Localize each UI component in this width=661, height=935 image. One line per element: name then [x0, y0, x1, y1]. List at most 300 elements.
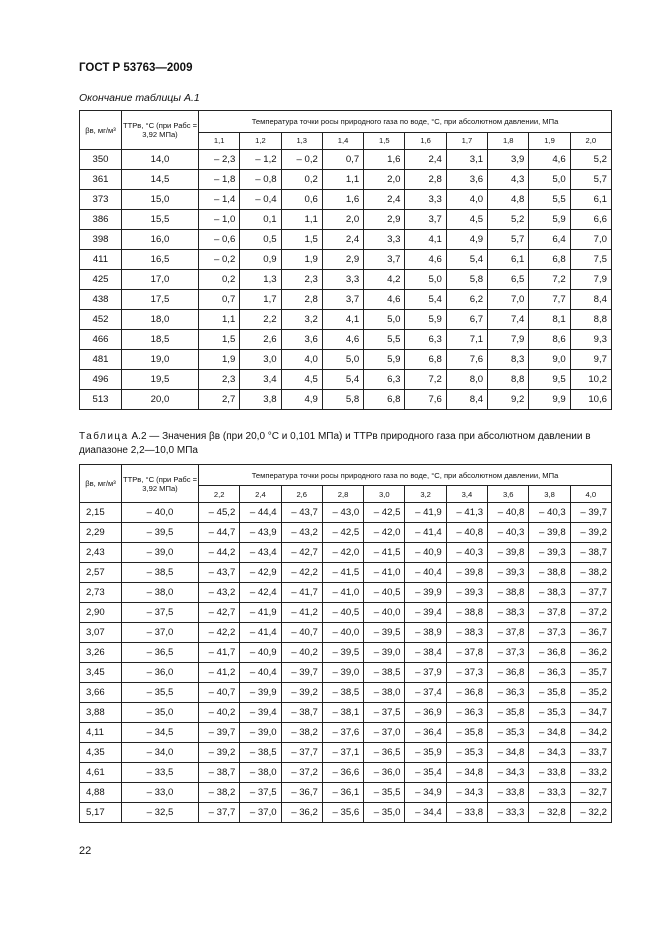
table-cell: – 33,5 — [122, 763, 199, 783]
table-cell: – 37,7 — [199, 803, 240, 823]
table-cell: 7,4 — [488, 310, 529, 330]
table-cell: 466 — [80, 330, 122, 350]
table-cell: – 34,8 — [488, 743, 529, 763]
table-cell: 3,4 — [240, 370, 281, 390]
table-cell: – 32,2 — [570, 803, 611, 823]
table-cell: – 44,2 — [199, 543, 240, 563]
table-body — [80, 503, 612, 823]
table-cell: 4,2 — [364, 270, 405, 290]
table-cell: – 1,8 — [199, 170, 240, 190]
table-cell: – 34,3 — [529, 743, 570, 763]
table-cell: 425 — [80, 270, 122, 290]
table-cell: – 38,5 — [322, 683, 363, 703]
table-cell: 0,2 — [281, 170, 322, 190]
pressure-header-cell: 1,6 — [405, 132, 446, 149]
table-a2 — [79, 464, 612, 823]
table-cell: – 41,7 — [199, 643, 240, 663]
table-cell: – 38,0 — [240, 763, 281, 783]
table-cell: 6,4 — [529, 230, 570, 250]
table-cell: 2,6 — [240, 330, 281, 350]
table-cell: 5,0 — [364, 310, 405, 330]
table-cell: – 35,4 — [405, 763, 446, 783]
table-cell: – 36,3 — [488, 683, 529, 703]
table-cell: – 36,6 — [322, 763, 363, 783]
table-cell: 3,7 — [405, 210, 446, 230]
table-cell: 3,88 — [80, 703, 122, 723]
table-cell: 5,0 — [405, 270, 446, 290]
table-cell: – 41,9 — [240, 603, 281, 623]
table-cell: 4,35 — [80, 743, 122, 763]
pressure-header-cell: 2,4 — [240, 486, 281, 503]
table-cell: – 40,8 — [446, 523, 487, 543]
table-cell: – 36,3 — [529, 663, 570, 683]
table-cell: 7,2 — [529, 270, 570, 290]
table-cell: 5,9 — [364, 350, 405, 370]
table-cell: – 41,0 — [322, 583, 363, 603]
table-cell: 7,0 — [488, 290, 529, 310]
table-cell: – 39,4 — [405, 603, 446, 623]
table-cell: – 37,7 — [570, 583, 611, 603]
table-cell: – 39,0 — [240, 723, 281, 743]
table-cell: 3,45 — [80, 663, 122, 683]
table-row — [80, 743, 612, 763]
table-cell: 5,8 — [446, 270, 487, 290]
table-cell: 5,7 — [488, 230, 529, 250]
table-cell: – 37,3 — [446, 663, 487, 683]
table-cell: 8,1 — [529, 310, 570, 330]
table-row — [80, 703, 612, 723]
table-cell: – 38,2 — [570, 563, 611, 583]
table-row — [80, 623, 612, 643]
table-cell: 7,9 — [570, 270, 611, 290]
table-cell: – 39,4 — [240, 703, 281, 723]
table-cell: – 34,3 — [488, 763, 529, 783]
table-cell: 7,0 — [570, 230, 611, 250]
caption-text: А.2 — Значения βв (при 20,0 °С и 0,101 МПа) и ТТРв природного газа при абсолютном давлении в диапазоне 2,2—10,0 МПа — [79, 431, 591, 456]
table-cell: – 43,7 — [281, 503, 322, 523]
table-cell: – 40,7 — [281, 623, 322, 643]
table-cell: – 36,5 — [364, 743, 405, 763]
table-cell: – 34,3 — [446, 783, 487, 803]
table-cell: – 38,3 — [488, 603, 529, 623]
table-cell: – 35,6 — [322, 803, 363, 823]
table-cell: – 37,5 — [240, 783, 281, 803]
group-header-pressure: Температура точки росы природного газа по воде, °С, при абсолютном давлении, МПа — [199, 111, 612, 133]
table-cell: 2,8 — [281, 290, 322, 310]
table-cell: 6,8 — [364, 390, 405, 410]
table-cell: 1,1 — [281, 210, 322, 230]
table-cell: – 42,2 — [199, 623, 240, 643]
table-cell: 3,8 — [240, 390, 281, 410]
table-cell: 8,6 — [529, 330, 570, 350]
table-cell: – 37,3 — [488, 643, 529, 663]
table-cell: 3,3 — [405, 190, 446, 210]
col-header-beta: βв, мг/м³ — [80, 465, 122, 503]
table-cell: 5,4 — [446, 250, 487, 270]
table-cell: – 36,3 — [446, 703, 487, 723]
table-cell: – 40,2 — [281, 643, 322, 663]
table-cell: – 2,3 — [199, 150, 240, 170]
table-cell: 16,5 — [122, 250, 199, 270]
table-cell: – 37,4 — [405, 683, 446, 703]
table-cell: 2,73 — [80, 583, 122, 603]
table-cell: 0,7 — [322, 150, 363, 170]
table-cell: 10,6 — [570, 390, 611, 410]
table-cell: 4,3 — [488, 170, 529, 190]
table-cell: 17,5 — [122, 290, 199, 310]
table-cell: – 38,4 — [405, 643, 446, 663]
table-cell: – 44,4 — [240, 503, 281, 523]
table-cell: 2,0 — [364, 170, 405, 190]
table-cell: – 42,0 — [364, 523, 405, 543]
table-cell: 373 — [80, 190, 122, 210]
table-cell: 1,6 — [322, 190, 363, 210]
table-cell: – 40,0 — [364, 603, 405, 623]
table-row — [80, 683, 612, 703]
table-cell: 481 — [80, 350, 122, 370]
table-cell: – 35,9 — [405, 743, 446, 763]
table-cell: 452 — [80, 310, 122, 330]
table-cell: – 39,2 — [199, 743, 240, 763]
table-cell: 3,7 — [322, 290, 363, 310]
caption-label: Таблица — [79, 431, 129, 442]
table-body — [80, 150, 612, 410]
table-row — [80, 350, 612, 370]
table-cell: – 36,8 — [529, 643, 570, 663]
table-cell: 5,5 — [364, 330, 405, 350]
table-cell: – 41,9 — [405, 503, 446, 523]
table-cell: 15,5 — [122, 210, 199, 230]
table-cell: – 41,5 — [322, 563, 363, 583]
table-cell: – 38,0 — [364, 683, 405, 703]
table-cell: – 42,7 — [281, 543, 322, 563]
table-row — [80, 503, 612, 523]
group-header-pressure: Температура точки росы природного газа по воде, °С, при абсолютном давлении, МПа — [199, 465, 612, 486]
table-cell: 3,07 — [80, 623, 122, 643]
table-cell: 3,7 — [364, 250, 405, 270]
table-cell: 6,6 — [570, 210, 611, 230]
table-row — [80, 370, 612, 390]
table-cell: – 39,3 — [446, 583, 487, 603]
table-cell: – 39,8 — [488, 543, 529, 563]
table-cell: 4,6 — [529, 150, 570, 170]
table-cell: – 37,2 — [570, 603, 611, 623]
pressure-header-cell: 4,0 — [570, 486, 611, 503]
table-cell: – 34,8 — [446, 763, 487, 783]
table-cell: – 36,0 — [364, 763, 405, 783]
table-cell: 9,3 — [570, 330, 611, 350]
table-cell: 6,1 — [570, 190, 611, 210]
pressure-header-cell: 3,4 — [446, 486, 487, 503]
table-cell: – 35,2 — [570, 683, 611, 703]
table-cell: – 38,5 — [122, 563, 199, 583]
table-cell: – 43,2 — [199, 583, 240, 603]
table-cell: – 40,3 — [488, 523, 529, 543]
table-cell: – 38,2 — [281, 723, 322, 743]
table-cell: 5,5 — [529, 190, 570, 210]
table-cell: 4,5 — [446, 210, 487, 230]
table-cell: – 42,5 — [364, 503, 405, 523]
table-cell: 8,4 — [570, 290, 611, 310]
table-cell: – 44,7 — [199, 523, 240, 543]
table-cell: 1,1 — [199, 310, 240, 330]
table-cell: 2,57 — [80, 563, 122, 583]
table-cell: 4,8 — [488, 190, 529, 210]
table-cell: 0,1 — [240, 210, 281, 230]
table-cell: – 40,8 — [488, 503, 529, 523]
table-cell: 6,8 — [405, 350, 446, 370]
table-cell: – 40,0 — [122, 503, 199, 523]
table-cell: 6,3 — [405, 330, 446, 350]
table-row — [80, 170, 612, 190]
table-cell: 2,15 — [80, 503, 122, 523]
table-cell: – 38,5 — [240, 743, 281, 763]
table-cell: – 37,5 — [364, 703, 405, 723]
table-cell: 4,0 — [446, 190, 487, 210]
table-cell: 8,4 — [446, 390, 487, 410]
table-cell: – 37,7 — [281, 743, 322, 763]
table-cell: 2,29 — [80, 523, 122, 543]
table-cell: – 39,5 — [122, 523, 199, 543]
table-cell: 1,9 — [281, 250, 322, 270]
table-row — [80, 803, 612, 823]
table-cell: 9,7 — [570, 350, 611, 370]
table-cell: – 37,0 — [364, 723, 405, 743]
table-cell: – 38,5 — [364, 663, 405, 683]
table-cell: – 36,7 — [570, 623, 611, 643]
table-cell: – 37,8 — [529, 603, 570, 623]
table-row — [80, 250, 612, 270]
table-cell: – 37,2 — [281, 763, 322, 783]
table-cell: – 35,3 — [446, 743, 487, 763]
table-cell: 2,2 — [240, 310, 281, 330]
table-cell: – 1,0 — [199, 210, 240, 230]
table-cell: 2,43 — [80, 543, 122, 563]
table-row — [80, 270, 612, 290]
table-cell: 7,7 — [529, 290, 570, 310]
table-cell: 7,6 — [405, 390, 446, 410]
table-row — [80, 603, 612, 623]
table-cell: – 40,5 — [364, 583, 405, 603]
table-cell: – 42,9 — [240, 563, 281, 583]
table-cell: – 36,8 — [446, 683, 487, 703]
table-cell: 7,9 — [488, 330, 529, 350]
table-cell: – 40,0 — [322, 623, 363, 643]
table-cell: 0,7 — [199, 290, 240, 310]
table-cell: 9,2 — [488, 390, 529, 410]
pressure-header-cell: 2,2 — [199, 486, 240, 503]
table-cell: – 37,8 — [488, 623, 529, 643]
table-cell: – 35,0 — [364, 803, 405, 823]
table-cell: 2,8 — [405, 170, 446, 190]
table-cell: – 41,7 — [281, 583, 322, 603]
table-cell: 2,3 — [281, 270, 322, 290]
table-cell: – 41,5 — [364, 543, 405, 563]
table-cell: 1,5 — [199, 330, 240, 350]
table-cell: – 33,2 — [570, 763, 611, 783]
table-cell: – 39,9 — [405, 583, 446, 603]
table-cell: 6,3 — [364, 370, 405, 390]
table-cell: – 45,2 — [199, 503, 240, 523]
table-cell: – 37,8 — [446, 643, 487, 663]
table-cell: – 33,0 — [122, 783, 199, 803]
table-cell: – 38,9 — [405, 623, 446, 643]
table-cell: – 39,8 — [446, 563, 487, 583]
table-cell: 2,7 — [199, 390, 240, 410]
table-cell: 1,5 — [281, 230, 322, 250]
pressure-header-cell: 3,6 — [488, 486, 529, 503]
table-cell: 5,9 — [529, 210, 570, 230]
table-cell: 513 — [80, 390, 122, 410]
pressure-header-cell: 3,8 — [529, 486, 570, 503]
table-cell: – 0,2 — [199, 250, 240, 270]
table-cell: – 43,7 — [199, 563, 240, 583]
table-cell: – 38,7 — [570, 543, 611, 563]
table-cell: – 34,8 — [529, 723, 570, 743]
table-cell: 5,2 — [570, 150, 611, 170]
table-cell: 1,6 — [364, 150, 405, 170]
table-cell: 3,3 — [364, 230, 405, 250]
table-cell: – 38,7 — [281, 703, 322, 723]
table-cell: – 37,0 — [122, 623, 199, 643]
table-cell: 0,2 — [199, 270, 240, 290]
table-cell: 5,2 — [488, 210, 529, 230]
table-cell: – 39,0 — [122, 543, 199, 563]
table-cell: 1,7 — [240, 290, 281, 310]
table-cell: – 34,9 — [405, 783, 446, 803]
table-cell: – 38,3 — [529, 583, 570, 603]
table-cell: – 39,2 — [570, 523, 611, 543]
table-cell: – 36,0 — [122, 663, 199, 683]
table-cell: – 41,2 — [199, 663, 240, 683]
table-cell: – 41,2 — [281, 603, 322, 623]
table-cell: – 0,6 — [199, 230, 240, 250]
table-cell: – 40,4 — [240, 663, 281, 683]
table-cell: 5,0 — [529, 170, 570, 190]
table-cell: 2,4 — [364, 190, 405, 210]
table-cell: 6,7 — [446, 310, 487, 330]
table-row — [80, 390, 612, 410]
table-cell: – 42,7 — [199, 603, 240, 623]
table-row — [80, 150, 612, 170]
table-cell: 8,8 — [488, 370, 529, 390]
pressure-header-cell: 1,7 — [446, 132, 487, 149]
table-row — [80, 783, 612, 803]
table-cell: 361 — [80, 170, 122, 190]
table-cell: – 38,2 — [199, 783, 240, 803]
table-cell: 8,0 — [446, 370, 487, 390]
table-cell: 1,1 — [322, 170, 363, 190]
table-cell: 0,9 — [240, 250, 281, 270]
table-cell: 4,0 — [281, 350, 322, 370]
table-cell: – 39,0 — [322, 663, 363, 683]
table-cell: 3,3 — [322, 270, 363, 290]
table-cell: – 39,7 — [570, 503, 611, 523]
table-cell: – 43,4 — [240, 543, 281, 563]
table-cell: – 0,2 — [281, 150, 322, 170]
table-cell: 3,0 — [240, 350, 281, 370]
pressure-header-cell: 1,8 — [488, 132, 529, 149]
pressure-header-cell: 1,3 — [281, 132, 322, 149]
table-cell: – 39,3 — [488, 563, 529, 583]
pressure-header-cell: 2,0 — [570, 132, 611, 149]
table-cell: – 34,2 — [570, 723, 611, 743]
table-cell: 14,0 — [122, 150, 199, 170]
pressure-header-cell: 1,9 — [529, 132, 570, 149]
table-cell: – 37,5 — [122, 603, 199, 623]
table-cell: – 40,9 — [405, 543, 446, 563]
table-cell: – 37,0 — [240, 803, 281, 823]
table-row — [80, 310, 612, 330]
table-cell: 2,4 — [322, 230, 363, 250]
table-cell: – 37,1 — [322, 743, 363, 763]
table-cell: – 43,0 — [322, 503, 363, 523]
table-cell: – 35,3 — [529, 703, 570, 723]
table-cell: – 43,9 — [240, 523, 281, 543]
table-cell: – 40,3 — [529, 503, 570, 523]
table-cell: 411 — [80, 250, 122, 270]
table-cell: – 36,5 — [122, 643, 199, 663]
table-cell: – 42,5 — [322, 523, 363, 543]
table-cell: 4,88 — [80, 783, 122, 803]
table-cell: – 39,8 — [529, 523, 570, 543]
table-cell: – 38,8 — [488, 583, 529, 603]
table-cell: – 40,5 — [322, 603, 363, 623]
table-cell: – 42,4 — [240, 583, 281, 603]
table-cell: – 1,2 — [240, 150, 281, 170]
table-cell: – 35,8 — [488, 703, 529, 723]
col-header-ttr: ТТРв, °С (при Рабс = 3,92 МПа) — [122, 111, 199, 150]
table-row — [80, 763, 612, 783]
table-cell: – 40,7 — [199, 683, 240, 703]
table-row — [80, 210, 612, 230]
table-cell: – 35,7 — [570, 663, 611, 683]
table-cell: 20,0 — [122, 390, 199, 410]
table-cell: – 40,2 — [199, 703, 240, 723]
table-cell: – 38,7 — [199, 763, 240, 783]
table-cell: 4,9 — [446, 230, 487, 250]
table-cell: 9,5 — [529, 370, 570, 390]
table-cell: – 39,0 — [364, 643, 405, 663]
table-cell: – 35,0 — [122, 703, 199, 723]
table-cell: – 41,4 — [240, 623, 281, 643]
table-cell: 9,0 — [529, 350, 570, 370]
table-cell: 5,9 — [405, 310, 446, 330]
table-cell: – 33,8 — [529, 763, 570, 783]
table-cell: – 36,4 — [405, 723, 446, 743]
table-cell: 1,3 — [240, 270, 281, 290]
table-row — [80, 663, 612, 683]
table-cell: 2,9 — [364, 210, 405, 230]
table-cell: 3,6 — [281, 330, 322, 350]
table-cell: – 35,3 — [488, 723, 529, 743]
table-cell: 2,90 — [80, 603, 122, 623]
table-row — [80, 643, 612, 663]
table-cell: – 38,3 — [446, 623, 487, 643]
table-cell: 9,9 — [529, 390, 570, 410]
table-cell: – 32,5 — [122, 803, 199, 823]
table-cell: 3,26 — [80, 643, 122, 663]
table-cell: 18,5 — [122, 330, 199, 350]
table-cell: 5,8 — [322, 390, 363, 410]
table-cell: – 34,4 — [405, 803, 446, 823]
table-a1 — [79, 110, 612, 410]
col-header-beta: βв, мг/м³ — [80, 111, 122, 150]
table-cell: – 39,5 — [364, 623, 405, 643]
table-cell: – 36,9 — [405, 703, 446, 723]
table-cell: 6,2 — [446, 290, 487, 310]
table-cell: – 41,0 — [364, 563, 405, 583]
